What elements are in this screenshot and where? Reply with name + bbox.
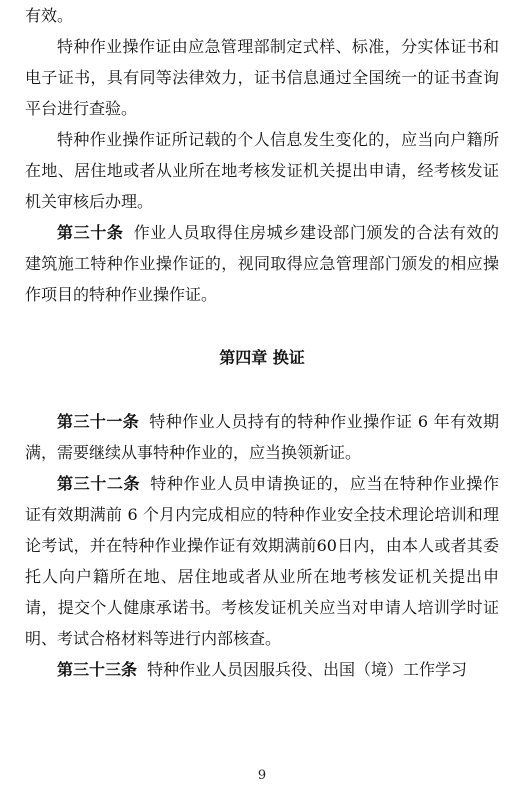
article-number: 第三十一条: [57, 412, 140, 431]
chapter-heading: 第四章 换证: [219, 348, 305, 367]
paragraph-text: 特种作业操作证由应急管理部制定式样、标准，分实体证书和电子证书，具有同等法律效力，证书信息通过全国统一的证书查询平台进行查验。: [25, 37, 499, 118]
article-33: [25, 654, 499, 685]
paragraph-continuation: [25, 0, 499, 31]
paragraph-text: 有效。: [25, 6, 74, 25]
article-text: 特种作业人员申请换证的，应当在特种作业操作证有效期满前 6 个月内完成相应的特种作业安全技术理论培训和理论考试，并在特种作业操作证有效期满前60日内，由本人或者其委托人向户籍所在地、居住地或者从业所在地考核发证机关提出申请，提交个人健康承诺书。考核发证机关应当对申请人培训学时证明、考试合格材料等进行内部核查。: [25, 474, 499, 648]
article-32: [25, 468, 499, 654]
article-text: 作业人员取得住房城乡建设部门颁发的合法有效的建筑施工特种作业操作证的，视同取得应急管理部门颁发的相应操作项目的特种作业操作证。: [25, 223, 499, 304]
article-text: 特种作业人员持有的特种作业操作证 6 年有效期满，需要继续从事特种作业的，应当换领新证。: [25, 412, 499, 462]
body-text: [25, 0, 499, 685]
paragraph-text: 特种作业操作证所记载的个人信息发生变化的，应当向户籍所在地、居住地或者从业所在地考核发证机关提出申请，经考核发证机关审核后办理。: [25, 130, 499, 211]
article-number: 第三十条: [57, 223, 124, 242]
article-31: [25, 406, 499, 468]
article-30: [25, 217, 499, 310]
paragraph: [25, 124, 499, 217]
page-number: 9: [257, 768, 267, 783]
article-number: 第三十二条: [57, 474, 141, 493]
paragraph: [25, 31, 499, 124]
article-text: 特种作业人员因服兵役、出国（境）工作学习: [147, 660, 468, 679]
article-number: 第三十三条: [57, 660, 138, 679]
